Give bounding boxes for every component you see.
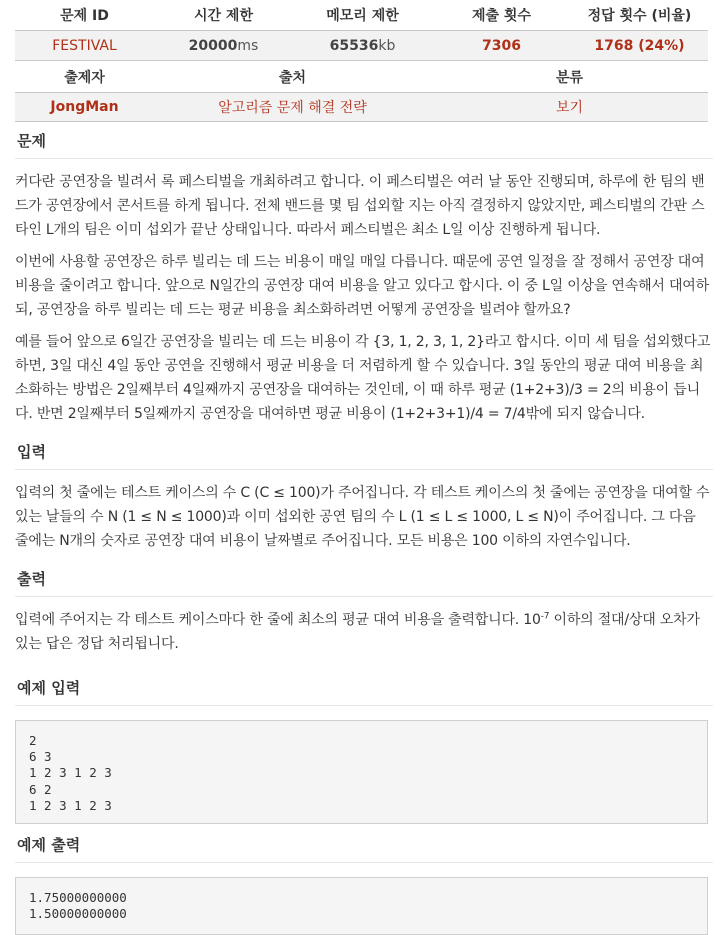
sample-output-section bbox=[15, 834, 713, 935]
time-limit bbox=[154, 31, 293, 61]
output-description bbox=[15, 608, 713, 656]
output-section bbox=[15, 568, 713, 656]
memory-limit bbox=[293, 31, 432, 61]
problem-paragraph: 이번에 사용할 공연장은 하루 빌리는 데 드는 비용이 매일 매일 다릅니다. 때문에 공연 일정을 잘 정해서 공연장 대여 비용을 줄이려고 합니다. 앞으로 N일간의 공연장 대여 비용을 알고 있다고 합시다. 이 중 L일 이상을 연속해서 대여하되, 공연장을 하루 빌리는 데 드는 평균 비용을 최소화하려면 어떻게 공연장을 빌려야 할까요? bbox=[15, 254, 709, 318]
header-accepted: 정답 횟수 (비율) bbox=[587, 8, 692, 24]
input-section bbox=[15, 441, 713, 553]
problem-paragraph: 예를 들어 앞으로 6일간 공연장을 빌리는 데 드는 비용이 각 {3, 1, 2, 3, 1, 2}라고 합시다. 이미 세 팀을 섭외했다고 하면, 3일 대신 4일 동안 공연을 진행해서 평균 비용을 더 저렴하게 할 수 있습니다. 3일 동안의 평균 대여 비용을 최소화하는 방법은 2일째부터 4일째까지 공연장을 대여하는 것인데, 이 때 하루 평균 (1+2+3)/3 = 2의 비용이 듭니다. 반면 2일째부터 5일째까지 공연장을 대여하면 평균 비용이 (1+2+3+1)/4 = 7/4밖에 되지 않습니다. bbox=[15, 334, 711, 422]
header-time-limit: 시간 제한 bbox=[194, 8, 253, 24]
sample-input-title: 예제 입력 bbox=[15, 677, 713, 706]
accepted-count-link[interactable]: 1768 (24%) bbox=[571, 31, 708, 61]
memory-limit-unit: kb bbox=[378, 37, 396, 54]
time-limit-unit: ms bbox=[237, 37, 259, 54]
sample-input-code[interactable]: 2 6 3 1 2 3 1 2 3 6 2 1 2 3 1 2 3 bbox=[15, 720, 708, 824]
sample-input-section bbox=[15, 677, 713, 824]
submission-count-link[interactable]: 7306 bbox=[432, 31, 571, 61]
problem-info-table bbox=[15, 61, 708, 122]
source-link[interactable]: 알고리즘 문제 해결 전략 bbox=[154, 93, 431, 122]
author-link[interactable]: JongMan bbox=[15, 93, 154, 122]
problem-section bbox=[15, 130, 713, 426]
header-category: 분류 bbox=[555, 69, 584, 86]
header-submissions: 제출 횟수 bbox=[472, 8, 531, 24]
category-toggle[interactable]: 보기 bbox=[431, 93, 708, 122]
header-source: 출처 bbox=[278, 69, 307, 86]
input-title: 입력 bbox=[15, 441, 713, 470]
output-text-before: 입력에 주어지는 각 테스트 케이스마다 한 줄에 최소의 평균 대여 비용을 출력합니다. 10 bbox=[15, 612, 541, 628]
output-text-after: 이하의 절대/상대 오차가 있는 답은 정답 처리됩니다. bbox=[15, 612, 700, 652]
time-limit-value: 20000 bbox=[188, 37, 238, 54]
sample-output-code[interactable]: 1.75000000000 1.50000000000 bbox=[15, 877, 708, 935]
input-description: 입력의 첫 줄에는 테스트 케이스의 수 C (C ≤ 100)가 주어집니다. 각 테스트 케이스의 첫 줄에는 공연장을 대여할 수 있는 날들의 수 N (1 ≤ N ≤ 1000)과 이미 섭외한 공연 팀의 수 L (1 ≤ L ≤ 1000, L ≤ N)이 주어집니다. 그 다음 줄에는 N개의 숫자로 공연장 대여 비용이 날짜별로 주어집니다. 모든 비용은 100 이하의 자연수입니다. bbox=[15, 485, 710, 549]
output-title: 출력 bbox=[15, 568, 713, 597]
memory-limit-value: 65536 bbox=[329, 37, 379, 54]
header-memory-limit: 메모리 제한 bbox=[326, 8, 399, 24]
problem-title: 문제 bbox=[15, 130, 713, 159]
sample-output-title: 예제 출력 bbox=[15, 834, 713, 863]
header-problem-id: 문제 ID bbox=[60, 8, 109, 24]
output-exponent: -7 bbox=[540, 611, 550, 622]
header-author: 출제자 bbox=[64, 69, 105, 86]
problem-meta-table bbox=[15, 0, 708, 61]
problem-id: FESTIVAL bbox=[15, 31, 154, 61]
problem-paragraph: 커다란 공연장을 빌려서 록 페스티벌을 개최하려고 합니다. 이 페스티벌은 여러 날 동안 진행되며, 하루에 한 팀의 밴드가 공연장에서 콘서트를 하게 됩니다. 전체 밴드를 몇 팀 섭외할 지는 아직 결정하지 않았지만, 페스티벌의 간판 스타인 L개의 팀은 이미 섭외가 끝난 상태입니다. 따라서 페스티벌은 최소 L일 이상 진행하게 됩니다. bbox=[15, 174, 705, 238]
